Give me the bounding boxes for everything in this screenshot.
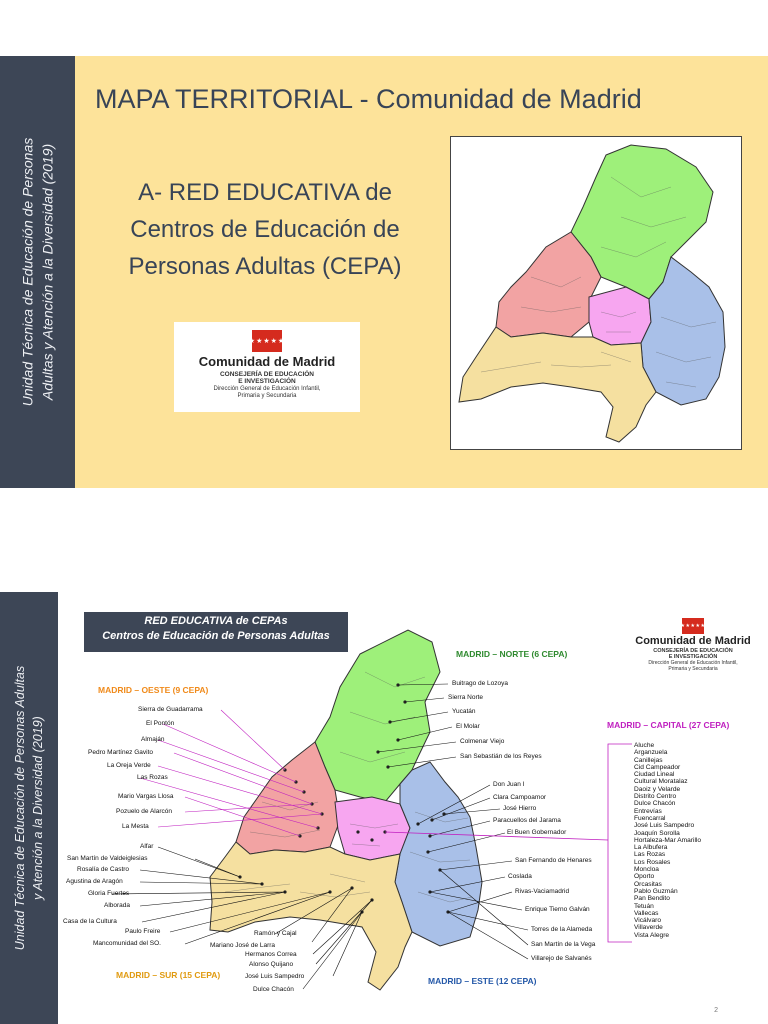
madrid-map-graphic bbox=[451, 137, 741, 449]
capital-center-item: Oporto bbox=[634, 873, 655, 881]
capital-center-item: Orcasitas bbox=[634, 880, 662, 888]
center-label: San Sebastián de los Reyes bbox=[460, 753, 542, 760]
capital-center-item: Canillejas bbox=[634, 756, 663, 764]
center-label: Dulce Chacón bbox=[253, 986, 294, 993]
center-label: Paracuellos del Jarama bbox=[493, 817, 561, 824]
center-label: Torres de la Alameda bbox=[531, 926, 593, 933]
capital-centers-list bbox=[634, 742, 701, 939]
center-label: Almaján bbox=[141, 736, 165, 743]
capital-center-item: Aluche bbox=[634, 742, 655, 749]
center-label: Alborada bbox=[104, 902, 131, 909]
network-banner: RED EDUCATIVA de CEPAs Centros de Educación de Personas Adultas bbox=[84, 612, 348, 652]
madrid-flag-icon: ★★★★★★★ bbox=[252, 330, 282, 352]
center-label: Ramón y Cajal bbox=[254, 930, 297, 937]
region-sur bbox=[210, 842, 412, 990]
center-label: San Martín de la Vega bbox=[531, 941, 596, 948]
comunidad-madrid-logo: ★★★★★★★ Comunidad de Madrid CONSEJERÍA DE EDUCACIÓN E INVESTIGACIÓN Dirección General de Educación Infantil, Primaria y Secundaria bbox=[174, 322, 360, 412]
center-label: Villarejo de Salvanés bbox=[531, 955, 592, 962]
center-label: Hermanos Correa bbox=[245, 951, 297, 958]
center-label: Enrique Tierno Galván bbox=[525, 906, 590, 913]
capital-center-item: La Albufera bbox=[634, 844, 668, 852]
center-label: Yucatán bbox=[452, 708, 476, 715]
center-label: Mancomunidad del SO. bbox=[93, 940, 161, 947]
center-label: José Luis Sampedro bbox=[245, 973, 305, 980]
center-label: Clara Campoamor bbox=[493, 794, 547, 801]
center-label: El Molar bbox=[456, 723, 480, 730]
capital-center-item: Dulce Chacón bbox=[634, 800, 676, 808]
territorial-map bbox=[450, 136, 742, 450]
sidebar bbox=[0, 56, 75, 488]
region-label-este: MADRID – ESTE (12 CEPA) bbox=[428, 976, 537, 986]
capital-center-item: Fuencarral bbox=[634, 814, 666, 822]
center-label: Alfar bbox=[140, 843, 154, 850]
center-label: Alonso Quijano bbox=[249, 961, 294, 968]
region-capital bbox=[335, 797, 410, 860]
center-label: Agustina de Aragón bbox=[66, 878, 123, 885]
capital-center-item: Distrito Centro bbox=[634, 793, 677, 801]
center-label: Pedro Martínez Gavito bbox=[88, 749, 154, 756]
madrid-flag-icon: ★★★★★★★ bbox=[682, 618, 704, 634]
slide-1 bbox=[0, 56, 768, 488]
capital-center-item: Ciudad Lineal bbox=[634, 771, 675, 779]
region-sur bbox=[459, 327, 656, 442]
center-label: Casa de la Cultura bbox=[63, 918, 117, 925]
capital-center-item: Cultural Moratalaz bbox=[634, 778, 688, 786]
center-label: Pozuelo de Alarcón bbox=[116, 808, 173, 815]
sidebar-caption: Unidad Técnica de Educación de Personas Adultas y Atención a la Diversidad (2019) bbox=[19, 137, 56, 407]
center-label: Coslada bbox=[508, 873, 532, 880]
sidebar-caption: Unidad Técnica de Educación de Personas Adultas y Atención a la Diversidad (2019) bbox=[12, 665, 45, 951]
center-label: San Martín de Valdeiglesias bbox=[67, 855, 148, 862]
region-label-sur: MADRID – SUR (15 CEPA) bbox=[116, 970, 221, 980]
region-label-norte: MADRID – NORTE (6 CEPA) bbox=[456, 649, 568, 659]
comunidad-madrid-logo: ★★★★★★★ Comunidad de Madrid CONSEJERÍA DE EDUCACIÓN E INVESTIGACIÓN Dirección General de Educación Infantil, Primaria y Secundaria bbox=[618, 612, 768, 684]
page-number: 2 bbox=[714, 1007, 718, 1014]
slide-title: MAPA TERRITORIAL - Comunidad de Madrid bbox=[95, 84, 642, 114]
center-label: San Fernando de Henares bbox=[515, 857, 592, 864]
center-label: Gloria Fuertes bbox=[88, 890, 130, 897]
capital-center-item: Pablo Guzmán bbox=[634, 887, 678, 895]
center-label: José Hierro bbox=[503, 805, 537, 812]
center-label: Rivas-Vaciamadrid bbox=[515, 888, 570, 895]
capital-center-item: Vista Alegre bbox=[634, 931, 670, 939]
capital-center-item: Las Rozas bbox=[634, 851, 666, 859]
center-label: Colmenar Viejo bbox=[460, 738, 505, 745]
center-label: El Pontón bbox=[146, 720, 175, 727]
capital-center-item: Villaverde bbox=[634, 924, 663, 932]
center-label: La Mesta bbox=[122, 823, 149, 830]
center-label: Sierra Norte bbox=[448, 694, 484, 701]
center-label: El Buen Gobernador bbox=[507, 829, 567, 836]
capital-center-item: Hortaleza-Mar Amarillo bbox=[634, 836, 702, 844]
region-label-oeste: MADRID – OESTE (9 CEPA) bbox=[98, 685, 209, 695]
capital-center-item: Tetuán bbox=[634, 902, 654, 910]
region-label-capital: MADRID – CAPITAL (27 CEPA) bbox=[607, 720, 730, 730]
center-label: Mariano José de Larra bbox=[210, 942, 276, 949]
capital-center-item: Vicálvaro bbox=[634, 917, 661, 925]
center-label: Sierra de Guadarrama bbox=[138, 706, 203, 713]
center-label: Rosalía de Castro bbox=[77, 866, 130, 873]
capital-center-item: Cid Campeador bbox=[634, 763, 681, 771]
capital-center-item: José Luis Sampedro bbox=[634, 822, 695, 830]
capital-center-item: Daoiz y Velarde bbox=[634, 785, 681, 793]
region-este bbox=[395, 762, 482, 946]
center-label: Paulo Freire bbox=[125, 928, 161, 935]
capital-center-item: Joaquín Sorolla bbox=[634, 829, 680, 837]
capital-center-item: Moncloa bbox=[634, 866, 659, 874]
slide-subtitle: A- RED EDUCATIVA de Centros de Educación de Personas Adultas (CEPA) bbox=[128, 179, 402, 281]
center-label: Don Juan I bbox=[493, 781, 525, 788]
region-capital bbox=[589, 287, 651, 345]
capital-center-item: Pan Bendito bbox=[634, 895, 670, 903]
center-label: Las Rozas bbox=[137, 774, 168, 781]
center-label: Buitrago de Lozoya bbox=[452, 680, 509, 687]
capital-center-item: Entrevías bbox=[634, 807, 662, 815]
slide-2 bbox=[0, 592, 768, 1024]
center-label: Mario Vargas Llosa bbox=[118, 793, 174, 800]
capital-center-item: Vallecas bbox=[634, 909, 659, 917]
capital-center-item: Los Rosales bbox=[634, 858, 671, 866]
center-label: La Oreja Verde bbox=[107, 762, 151, 769]
capital-center-item: Arganzuela bbox=[634, 749, 668, 757]
